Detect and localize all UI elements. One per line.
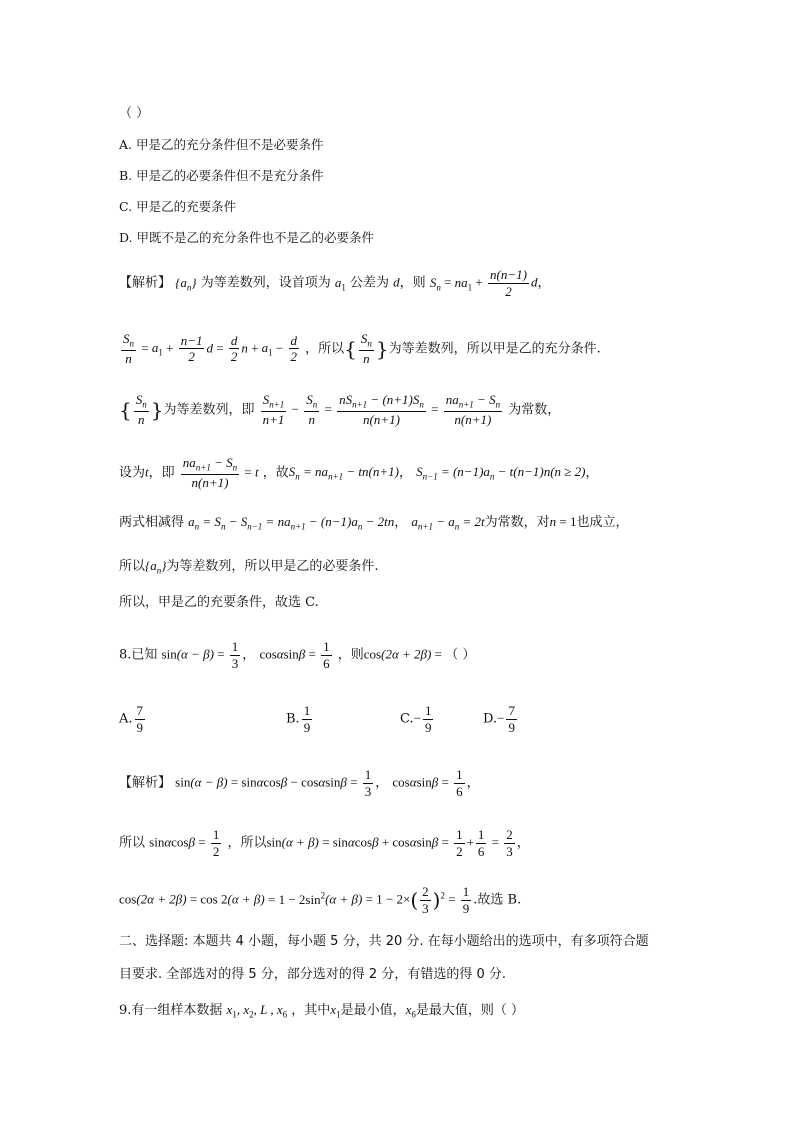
section-2-line2: 目要求. 全部选对的得 5 分，部分选对的得 2 分，有错选的得 0 分. — [119, 967, 507, 982]
q7-solution-line3: { $\frac{S_n}{n}$ }为等差数列，即 $\frac{S_{n+1}}{n+1}$ − $\frac{S_n}{n}$ = $\frac{nS_{n+1} - (n+1)S_n}{n(n+1)}$ = $\frac{na_{n+1} - S_n}{n(n+1)}$ 为常数， — [119, 392, 561, 428]
q7-solution-line2: $\frac{S_n}{n}$ = $a_1$ + $\frac{n-1}{2}$ d = $\frac{d}{2}$ $n + a_1$ − $\frac{d}{2}$ ，所以{ $\frac{S_n}{n}$ }为等差数列，所以甲是乙的充分条件. — [123, 331, 601, 367]
q7-option-b: B. 甲是乙的必要条件但不是充分条件 — [119, 168, 324, 183]
solution-label: 【解析】 — [119, 775, 172, 791]
q7-option-d: D. 甲既不是乙的充分条件也不是乙的必要条件 — [119, 230, 375, 245]
q9-stem: 9.有一组样本数据 $x_1$, $x_2$, L , $x_6$ ，其中$x_1$是最小值，$x_6$是最大值，则（ ） — [119, 1002, 524, 1020]
q8-stem: 8.已知 sin(α − β) = $\frac{1}{3}$ ， cosαsinβ = $\frac{1}{6}$ ，则cos(2α + 2β) = （ ） — [119, 639, 476, 671]
q8-solution-line3: $\cos(2\alpha + 2\beta) = \cos 2(\alpha + \beta) = 1 - 2\sin^2(\alpha + \beta) = 1 - 2\times$( $\frac{2}{3}$ )$^2$ = $\frac{1}{9}$ .故选 B. — [119, 884, 522, 916]
q7-option-c: C. 甲是乙的充要条件 — [119, 199, 237, 214]
q7-solution-line1: 【解析】 $\{a_n\}$ 为等差数列，设首项为 $a_1$ 公差为 d，则 $S_n = na_1$ + $\frac{n(n-1)}{2}$ d， — [119, 267, 551, 299]
q8-option-d: D.− $\frac{7}{9}$ — [483, 703, 515, 735]
q8-option-a: A. $\frac{7}{9}$ — [119, 703, 144, 735]
q8-option-b: B. $\frac{1}{9}$ — [286, 703, 311, 735]
solution-label: 【解析】 — [119, 275, 172, 291]
q8-option-c: C.− $\frac{1}{9}$ — [400, 703, 432, 735]
q8-solution-line2: 所以 sinαcosβ = $\frac{1}{2}$ ，所以sin(α + β) = sinαcosβ + cosαsinβ = $\frac{1}{2}$ + $\frac{1}{6}$ = $\frac{2}{3}$ ， — [119, 827, 530, 859]
q7-option-a: A. 甲是乙的充分条件但不是必要条件 — [119, 137, 324, 152]
q7-solution-line6: 所以$\{a_n\}$为等差数列，所以甲是乙的必要条件. — [119, 558, 379, 576]
q7-paren: （ ） — [119, 106, 150, 121]
section-2-line1: 二、选择题: 本题共 4 小题，每小题 5 分，共 20 分. 在每小题给出的选项中，有多项符合题 — [119, 934, 649, 949]
q8-solution-line1: 【解析】 sin(α − β) = sinαcosβ − cosαsinβ = $\frac{1}{3}$ ， cosαsinβ = $\frac{1}{6}$ ， — [119, 767, 480, 799]
q7-solution-conclusion: 所以，甲是乙的充要条件，故选 C. — [119, 595, 319, 610]
q7-solution-line4: 设为t，即 $\frac{na_{n+1} - S_n}{n(n+1)}$ = t ，故$S_n = na_{n+1} - tn(n+1)$， $S_{n-1} = (n-1)a_n - t(n-1)n(n \ge 2)$， — [119, 455, 599, 491]
q7-solution-line5: 两式相减得 $a_n = S_n - S_{n-1} = na_{n+1} - (n-1)a_n - 2tn$， $a_{n+1} - a_n = 2t$为常数，对n = 1也成立， — [119, 514, 629, 532]
